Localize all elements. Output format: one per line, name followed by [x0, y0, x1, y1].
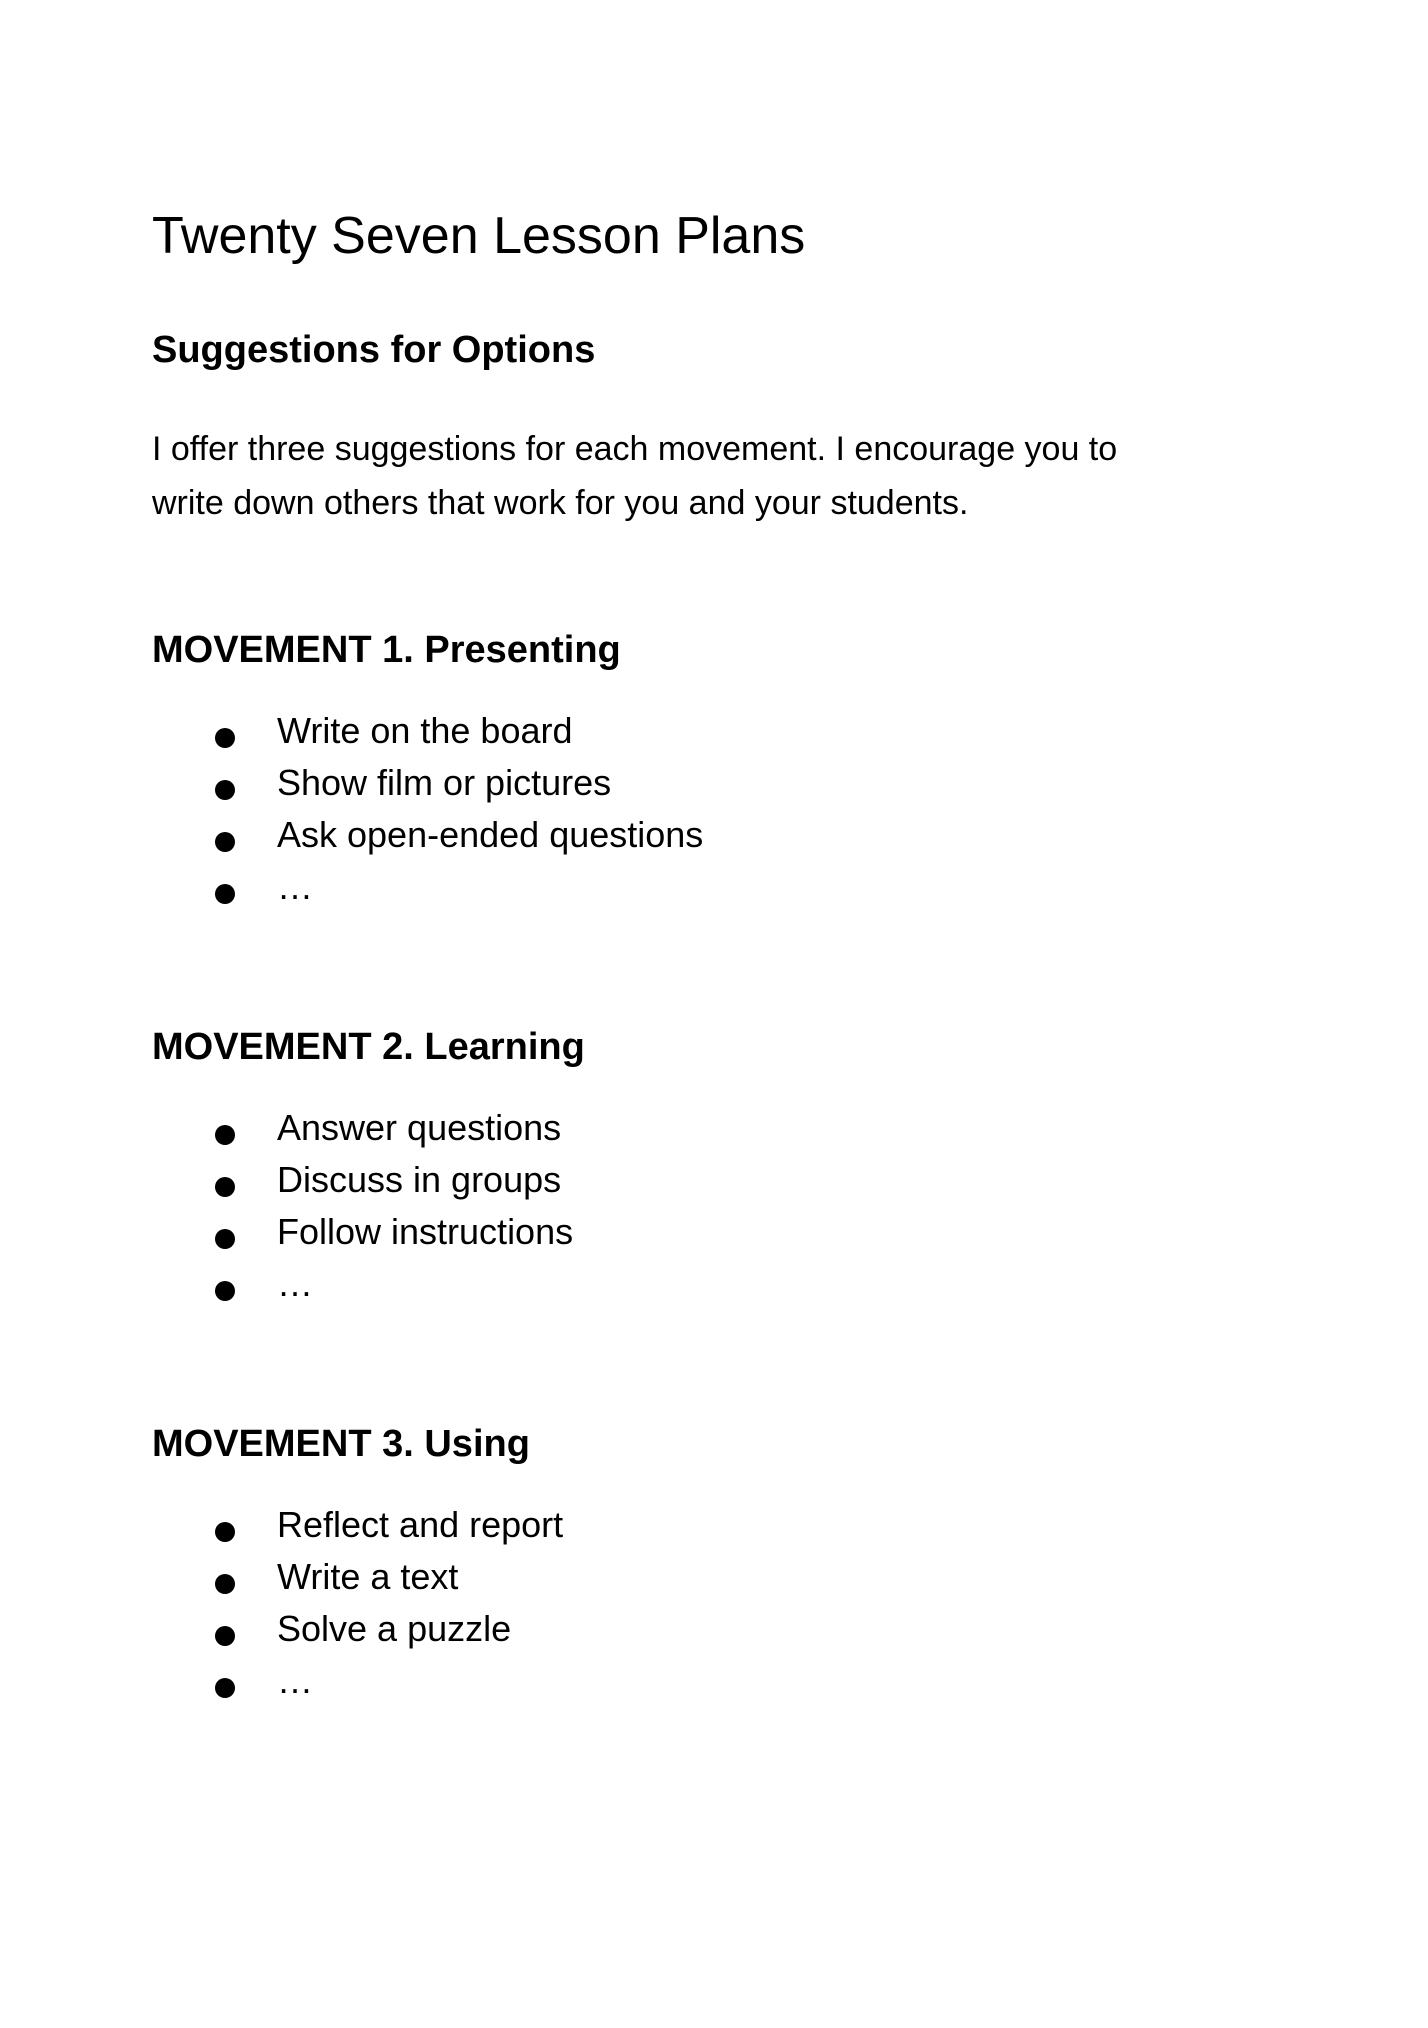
- bullet-icon: [215, 1125, 235, 1145]
- bullet-icon: [215, 728, 235, 748]
- section-movement-2: [152, 1023, 1282, 1310]
- list-item-text: …: [277, 1263, 313, 1304]
- bullet-list: [152, 1102, 1282, 1310]
- section-movement-1: [152, 626, 1282, 913]
- list-item: [152, 1551, 1282, 1603]
- list-item: [152, 809, 1282, 861]
- bullet-icon: [215, 1281, 235, 1301]
- list-item-text: Ask open-ended questions: [277, 814, 704, 855]
- section-movement-3: [152, 1420, 1282, 1707]
- list-item-text: …: [277, 866, 313, 907]
- list-item: [152, 861, 1282, 913]
- list-item: [152, 757, 1282, 809]
- intro-line-1: I offer three suggestions for each movement. I encourage you to: [152, 430, 1118, 468]
- bullet-list: [152, 1499, 1282, 1707]
- bullet-icon: [215, 884, 235, 904]
- intro-paragraph: [152, 422, 1282, 530]
- subtitle-heading: Suggestions for Options: [152, 329, 596, 371]
- list-item: [152, 1499, 1282, 1551]
- bullet-icon: [215, 1177, 235, 1197]
- list-item: [152, 1206, 1282, 1258]
- list-item-text: Show film or pictures: [277, 762, 612, 803]
- list-item-text: Answer questions: [277, 1107, 562, 1148]
- section-heading: MOVEMENT 1. Presenting: [152, 629, 621, 671]
- bullet-icon: [215, 780, 235, 800]
- bullet-icon: [215, 1574, 235, 1594]
- list-item-text: Follow instructions: [277, 1211, 574, 1252]
- bullet-icon: [215, 832, 235, 852]
- section-heading: MOVEMENT 2. Learning: [152, 1026, 585, 1068]
- bullet-icon: [215, 1626, 235, 1646]
- list-item-text: Discuss in groups: [277, 1159, 562, 1200]
- document-title: Twenty Seven Lesson Plans: [152, 207, 806, 265]
- list-item: [152, 1655, 1282, 1707]
- list-item: [152, 705, 1282, 757]
- list-item: [152, 1603, 1282, 1655]
- document-body: [152, 0, 1282, 1707]
- list-item-text: Reflect and report: [277, 1504, 564, 1545]
- intro-line-2: write down others that work for you and your students.: [152, 484, 969, 522]
- bullet-icon: [215, 1678, 235, 1698]
- list-item-text: …: [277, 1660, 313, 1701]
- section-heading: MOVEMENT 3. Using: [152, 1423, 530, 1465]
- list-item: [152, 1102, 1282, 1154]
- list-item-text: Write on the board: [277, 710, 573, 751]
- list-item: [152, 1258, 1282, 1310]
- list-item-text: Write a text: [277, 1556, 459, 1597]
- list-item-text: Solve a puzzle: [277, 1608, 512, 1649]
- bullet-icon: [215, 1229, 235, 1249]
- bullet-icon: [215, 1522, 235, 1542]
- bullet-list: [152, 705, 1282, 913]
- list-item: [152, 1154, 1282, 1206]
